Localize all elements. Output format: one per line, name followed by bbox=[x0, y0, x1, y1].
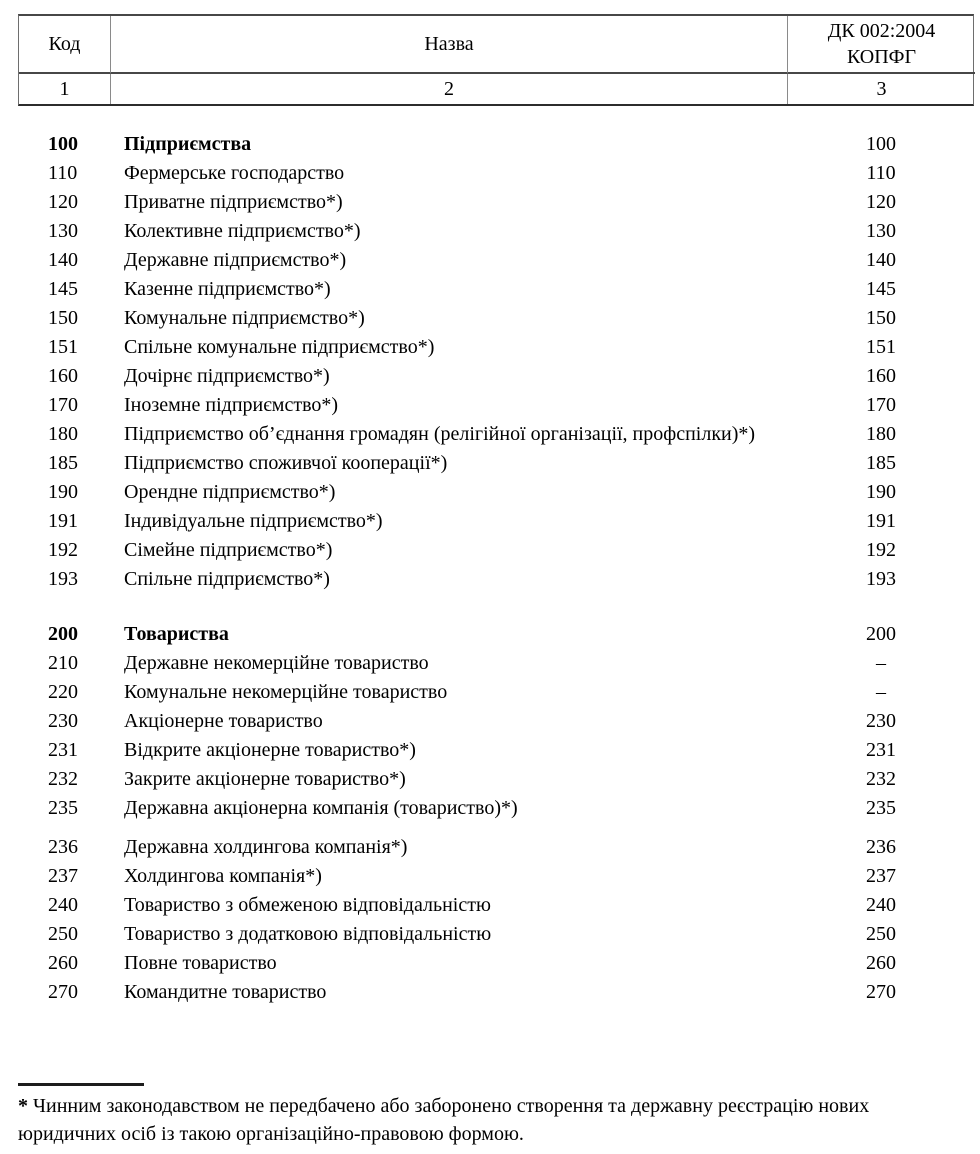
row-dk-code: 237 bbox=[866, 865, 896, 887]
row-code: 240 bbox=[48, 894, 78, 916]
row-code: 170 bbox=[48, 394, 78, 416]
table-row bbox=[48, 707, 976, 736]
row-code: 232 bbox=[48, 768, 78, 790]
group-tovarystva bbox=[48, 620, 976, 1007]
row-name: Товариство з додатковою відповідальністю bbox=[124, 923, 492, 945]
row-dk-code: 192 bbox=[866, 539, 896, 561]
row-dk-code: 250 bbox=[866, 923, 896, 945]
row-dk-code: 180 bbox=[866, 423, 896, 445]
row-name: Дочірнє підприємство*) bbox=[124, 365, 330, 387]
row-dk-code: 236 bbox=[866, 836, 896, 858]
table-row bbox=[48, 507, 976, 536]
dk-header-line2: КОПФГ bbox=[846, 46, 917, 68]
row-code: 145 bbox=[48, 278, 78, 300]
row-dk-code: 270 bbox=[866, 981, 896, 1003]
row-code: 250 bbox=[48, 923, 78, 945]
table-row bbox=[48, 620, 976, 649]
row-dk-code: – bbox=[876, 681, 886, 703]
row-code: 193 bbox=[48, 568, 78, 590]
row-code: 235 bbox=[48, 797, 78, 819]
row-name: Товариство з обмеженою відповідальністю bbox=[124, 894, 491, 916]
row-dk-code: 235 bbox=[866, 797, 896, 819]
row-code: 192 bbox=[48, 539, 78, 561]
row-code: 210 bbox=[48, 652, 78, 674]
row-name: Закрите акціонерне товариство*) bbox=[124, 768, 406, 790]
table-row bbox=[48, 978, 976, 1007]
row-code: 180 bbox=[48, 423, 78, 445]
table-row bbox=[48, 333, 976, 362]
row-code: 140 bbox=[48, 249, 78, 271]
row-dk-code: 170 bbox=[866, 394, 896, 416]
footnote-divider bbox=[18, 1083, 144, 1086]
row-dk-code: 200 bbox=[866, 623, 896, 645]
table-row bbox=[48, 362, 976, 391]
row-name: Державна холдингова компанія*) bbox=[124, 836, 408, 858]
row-dk-code: 240 bbox=[866, 894, 896, 916]
column-number-3: 3 bbox=[876, 77, 887, 100]
table-row bbox=[48, 891, 976, 920]
row-name: Відкрите акціонерне товариство*) bbox=[124, 739, 416, 761]
row-name: Комунальне некомерційне товариство bbox=[124, 681, 448, 703]
row-dk-code: 100 bbox=[866, 133, 896, 155]
row-code: 130 bbox=[48, 220, 78, 242]
row-dk-code: 151 bbox=[866, 336, 896, 358]
row-code: 220 bbox=[48, 681, 78, 703]
row-dk-code: 160 bbox=[866, 365, 896, 387]
table-row bbox=[48, 420, 976, 449]
row-code: 100 bbox=[48, 133, 78, 155]
row-name: Приватне підприємство*) bbox=[124, 191, 343, 213]
table-row bbox=[48, 159, 976, 188]
row-code: 237 bbox=[48, 865, 78, 887]
table-row bbox=[48, 391, 976, 420]
row-name: Іноземне підприємство*) bbox=[124, 394, 339, 416]
dk-header-line1: ДК 002:2004 bbox=[827, 20, 936, 42]
column-header-dk bbox=[788, 16, 975, 74]
row-code: 191 bbox=[48, 510, 78, 532]
row-code: 236 bbox=[48, 836, 78, 858]
row-dk-code: 231 bbox=[866, 739, 896, 761]
row-name: Спільне комунальне підприємство*) bbox=[124, 336, 435, 358]
table-row bbox=[48, 565, 976, 594]
row-name: Орендне підприємство*) bbox=[124, 481, 336, 503]
row-dk-code: 120 bbox=[866, 191, 896, 213]
column-number-2: 2 bbox=[111, 74, 788, 104]
row-name: Підприємство споживчої кооперації*) bbox=[124, 452, 448, 474]
row-name: Фермерське господарство bbox=[124, 162, 345, 184]
row-name: Підприємство об’єднання громадян (релігійної організації, профспілки)*) bbox=[124, 423, 756, 445]
column-header-name: Назва bbox=[111, 16, 788, 74]
row-code: 190 bbox=[48, 481, 78, 503]
row-name: Казенне підприємство*) bbox=[124, 278, 331, 300]
row-name: Державне некомерційне товариство bbox=[124, 652, 429, 674]
table-row bbox=[48, 862, 976, 891]
table-row bbox=[48, 765, 976, 794]
row-name: Холдингова компанія*) bbox=[124, 865, 322, 887]
table-row bbox=[48, 833, 976, 862]
table-row bbox=[48, 304, 976, 333]
table-row bbox=[48, 536, 976, 565]
row-code: 110 bbox=[48, 162, 78, 184]
table-row bbox=[48, 794, 976, 823]
row-dk-code: 150 bbox=[866, 307, 896, 329]
row-code: 185 bbox=[48, 452, 78, 474]
row-dk-code: 140 bbox=[866, 249, 896, 271]
row-dk-code: 130 bbox=[866, 220, 896, 242]
table-row bbox=[48, 130, 976, 159]
row-code: 150 bbox=[48, 307, 78, 329]
row-code: 200 bbox=[48, 623, 78, 645]
row-name: Підприємства bbox=[124, 133, 252, 155]
footnote-body: Чинним законодавством не передбачено або заборонено створення та державну реєстрацію нових юридичних осіб із такою організаційно-правовою формою. bbox=[18, 1095, 870, 1145]
row-name: Спільне підприємство*) bbox=[124, 568, 330, 590]
group-pidpryiemstva bbox=[48, 130, 976, 594]
row-dk-code: – bbox=[876, 652, 886, 674]
column-header-code: Код bbox=[19, 16, 111, 74]
footnote-asterisk: * bbox=[18, 1095, 28, 1117]
row-name: Сімейне підприємство*) bbox=[124, 539, 333, 561]
row-dk-code: 191 bbox=[866, 510, 896, 532]
table-row bbox=[48, 949, 976, 978]
row-dk-code: 185 bbox=[866, 452, 896, 474]
table-row bbox=[48, 649, 976, 678]
row-code: 231 bbox=[48, 739, 78, 761]
table-row bbox=[48, 678, 976, 707]
classification-rows bbox=[48, 130, 976, 1007]
footnote-text bbox=[18, 1092, 960, 1148]
table-row bbox=[48, 217, 976, 246]
column-number-1: 1 bbox=[19, 74, 111, 104]
row-name: Комунальне підприємство*) bbox=[124, 307, 365, 329]
row-dk-code: 193 bbox=[866, 568, 896, 590]
row-code: 260 bbox=[48, 952, 78, 974]
row-dk-code: 230 bbox=[866, 710, 896, 732]
row-dk-code: 145 bbox=[866, 278, 896, 300]
row-dk-code: 110 bbox=[866, 162, 896, 184]
row-name: Повне товариство bbox=[124, 952, 277, 974]
row-name: Державне підприємство*) bbox=[124, 249, 347, 271]
classification-table-header bbox=[18, 14, 974, 106]
table-row bbox=[48, 246, 976, 275]
row-code: 230 bbox=[48, 710, 78, 732]
table-row bbox=[48, 449, 976, 478]
row-dk-code: 260 bbox=[866, 952, 896, 974]
row-name: Індивідуальне підприємство*) bbox=[124, 510, 383, 532]
row-name: Командитне товариство bbox=[124, 981, 327, 1003]
table-row bbox=[48, 188, 976, 217]
row-code: 160 bbox=[48, 365, 78, 387]
row-code: 120 bbox=[48, 191, 78, 213]
row-dk-code: 190 bbox=[866, 481, 896, 503]
table-row bbox=[48, 478, 976, 507]
row-name: Акціонерне товариство bbox=[124, 710, 323, 732]
row-code: 151 bbox=[48, 336, 78, 358]
row-name: Державна акціонерна компанія (товариство)*) bbox=[124, 797, 518, 819]
row-dk-code: 232 bbox=[866, 768, 896, 790]
table-row bbox=[48, 920, 976, 949]
row-name: Товариства bbox=[124, 623, 229, 645]
row-name: Колективне підприємство*) bbox=[124, 220, 361, 242]
table-row bbox=[48, 736, 976, 765]
table-row bbox=[48, 275, 976, 304]
row-code: 270 bbox=[48, 981, 78, 1003]
